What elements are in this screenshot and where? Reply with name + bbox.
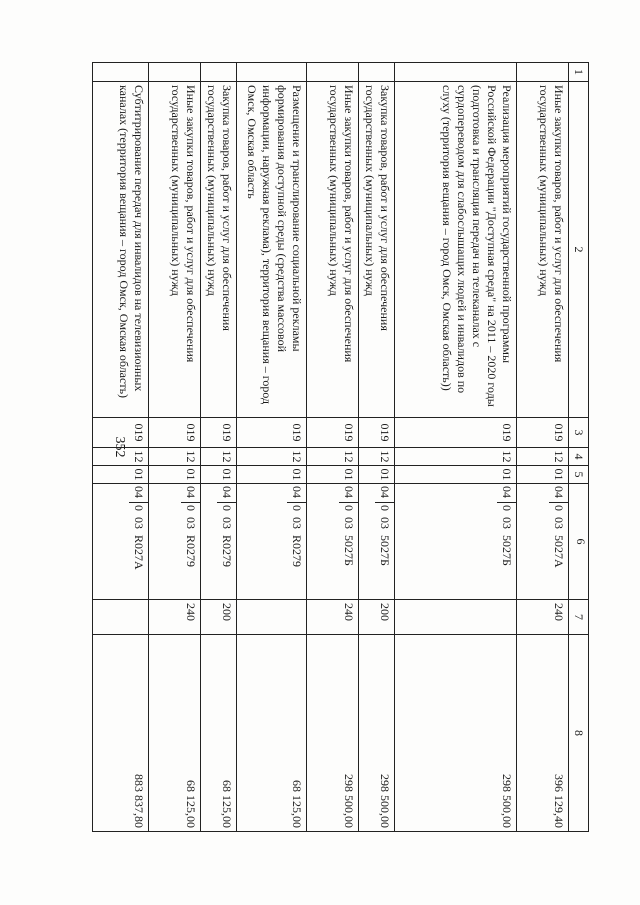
code-part: 0 [220,505,234,511]
ministry-code-cell: 019 [359,418,395,448]
target-article-cell [395,484,517,600]
row-number-cell [237,63,307,82]
expense-type-cell: 240 [517,600,569,635]
code-part: 03 [342,517,356,529]
code-part: 03 [552,517,566,529]
section-code-cell: 12 [517,448,569,466]
code-part: 04 [217,484,236,503]
code-part: 5027Б [378,535,392,566]
amount-cell: 68 125,00 [201,635,237,832]
code-part: 0 [184,505,198,511]
header-cell: 3 [569,418,589,448]
ministry-code-cell: 019 [237,418,307,448]
code-part: 0 [342,505,356,511]
ministry-code-cell: 019 [149,418,201,448]
section-code-cell: 12 [395,448,517,466]
item-name-cell: Иные закупки товаров, работ и услуг для обеспечения государственных (муниципальных) нужд [149,82,201,418]
table-row [201,63,237,832]
amount-cell: 68 125,00 [237,635,307,832]
subsection-code-cell: 01 [395,466,517,484]
target-article-code [181,484,200,599]
table-row [237,63,307,832]
header-cell: 8 [569,635,589,832]
page-number: 352 [112,436,127,458]
target-article-cell [359,484,395,600]
code-part: R027А [132,535,146,570]
item-name-cell: Закупка товаров, работ и услуг для обеспечения государственных (муниципальных) нужд [201,82,237,418]
code-part: 5027А [552,535,566,568]
section-code-cell: 12 [93,448,149,466]
ministry-code-cell: 019 [517,418,569,448]
row-number-cell [395,63,517,82]
table-row [395,63,517,832]
code-part: 03 [184,517,198,529]
row-number-cell [307,63,359,82]
target-article-cell [517,484,569,600]
header-cell: 2 [569,82,589,418]
section-code-cell: 12 [359,448,395,466]
section-code-cell: 12 [201,448,237,466]
subsection-code-cell: 01 [201,466,237,484]
ministry-code-cell: 019 [307,418,359,448]
code-part: 04 [339,484,358,503]
expense-type-cell: 240 [307,600,359,635]
code-part: 0 [132,505,146,511]
subsection-code-cell: 01 [359,466,395,484]
amount-cell: 298 500,00 [359,635,395,832]
code-part: 0 [290,505,304,511]
code-part: 03 [220,517,234,529]
code-part: 03 [500,517,514,529]
item-name-cell: Реализация мероприятий государственной программы Российской Федерации "Доступная среда" на 2011 – 2020 годы (подготовка и трансляция передач на телеканалах с сурдопереводом для слабослышащих людей и инвалидов по слуху (территория вещания – город Омск, Омская область)) [395,82,517,418]
code-part: 04 [549,484,568,503]
row-number-cell [201,63,237,82]
table-row [307,63,359,832]
target-article-cell [307,484,359,600]
code-part: 03 [378,517,392,529]
row-number-cell [359,63,395,82]
expense-type-cell: 200 [201,600,237,635]
amount-cell: 68 125,00 [149,635,201,832]
target-article-code [287,484,306,599]
subsection-code-cell: 01 [93,466,149,484]
section-code-cell: 12 [149,448,201,466]
row-number-cell [149,63,201,82]
code-part: 0 [552,505,566,511]
target-article-cell [149,484,201,600]
code-part: R0279 [220,535,234,568]
amount-cell: 396 129,40 [517,635,569,832]
amount-cell: 298 500,00 [395,635,517,832]
code-part: 04 [129,484,148,503]
target-article-cell [201,484,237,600]
ministry-code-cell: 019 [201,418,237,448]
code-part: 0 [500,505,514,511]
ministry-code-cell: 019 [395,418,517,448]
target-article-code [129,484,148,599]
code-part: 04 [375,484,394,503]
table-row [359,63,395,832]
header-cell: 5 [569,466,589,484]
code-part: 04 [287,484,306,503]
item-name-cell: Размещение и транслирование социальной рекламы формирования доступной среды (средства массовой информации, наружная реклама), территория вещания – город Омск, Омская область [237,82,307,418]
item-name-cell: Субтитрирование передач для инвалидов на телевизионных каналах (территория вещания – город Омск, Омская область) [93,82,149,418]
code-part: 5027Б [342,535,356,566]
code-part: 04 [181,484,200,503]
code-part: 03 [290,517,304,529]
row-number-cell [517,63,569,82]
expense-type-cell [237,600,307,635]
target-article-code [497,484,516,599]
target-article-code [217,484,236,599]
code-part: R0279 [290,535,304,568]
amount-cell: 298 500,00 [307,635,359,832]
code-part: 0 [378,505,392,511]
section-code-cell: 12 [307,448,359,466]
item-name-cell: Иные закупки товаров, работ и услуг для обеспечения государственных (муниципальных) нужд [517,82,569,418]
item-name-cell: Закупка товаров, работ и услуг для обеспечения государственных (муниципальных) нужд [359,82,395,418]
code-part: 5027Б [500,535,514,566]
target-article-cell [237,484,307,600]
header-cell: 6 [569,484,589,600]
table-row [149,63,201,832]
header-cell: 1 [569,63,589,82]
expense-type-cell [395,600,517,635]
subsection-code-cell: 01 [237,466,307,484]
ministry-code-cell: 019 [93,418,149,448]
item-name-cell: Иные закупки товаров, работ и услуг для обеспечения государственных (муниципальных) нужд [307,82,359,418]
header-row [569,63,589,832]
subsection-code-cell: 01 [149,466,201,484]
target-article-code [375,484,394,599]
rotated-sheet [104,62,589,832]
subsection-code-cell: 01 [517,466,569,484]
target-article-code [549,484,568,599]
header-cell: 4 [569,448,589,466]
code-part: 04 [497,484,516,503]
table-row [517,63,569,832]
section-code-cell: 12 [237,448,307,466]
budget-table [92,62,589,832]
code-part: 03 [132,517,146,529]
subsection-code-cell: 01 [307,466,359,484]
target-article-code [339,484,358,599]
header-cell: 7 [569,600,589,635]
expense-type-cell: 240 [149,600,201,635]
expense-type-cell: 200 [359,600,395,635]
amount-cell: 883 837,80 [93,635,149,832]
code-part: R0279 [184,535,198,568]
